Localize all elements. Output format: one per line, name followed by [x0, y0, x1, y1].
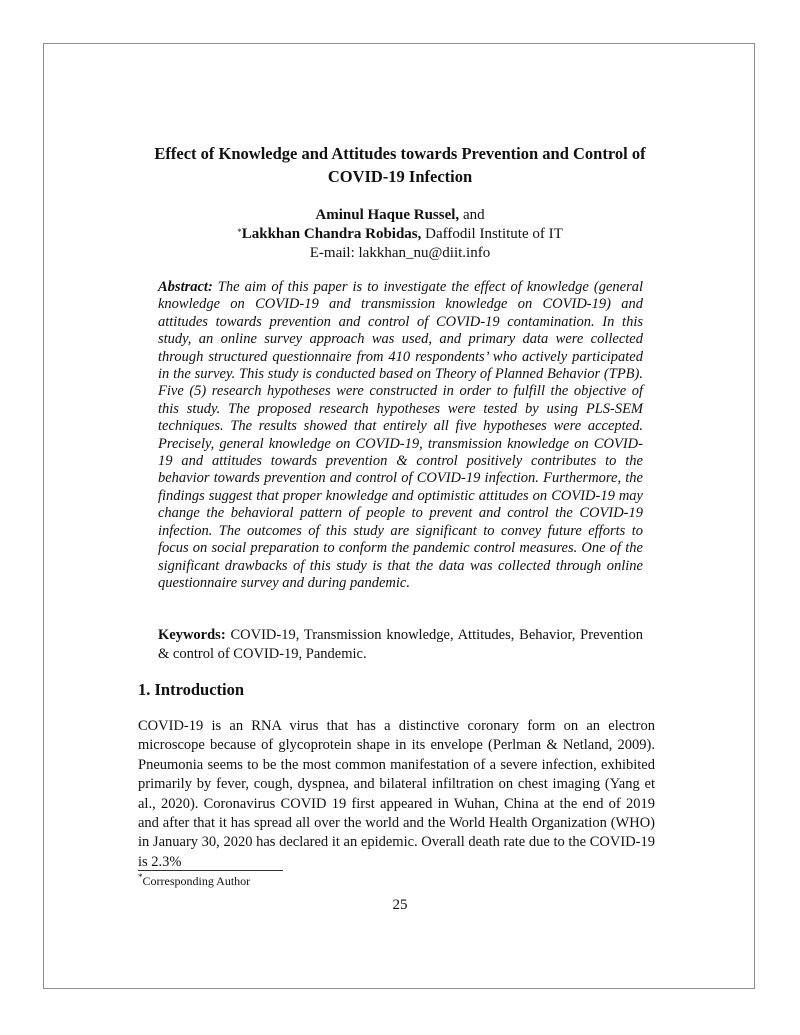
- title-line-2: COVID-19 Infection: [327, 167, 473, 186]
- title-line-1: Effect of Knowledge and Attitudes towards Prevention and Control of: [154, 144, 646, 163]
- abstract-text: The aim of this paper is to investigate the effect of knowledge (general knowledge on COVID-19 and transmission knowledge on COVID-19) and attitudes towards prevention and control of COVID-19 contamination. In this study, an online survey approach was used, and primary data were collected through structured questionnaire from 410 respondents’ who actively participated in the survey. This study is conducted based on Theory of Planned Behavior (TPB). Five (5) research hypotheses were constructed in order to fulfill the objective of this study. The proposed research hypotheses were tested by using PLS-SEM techniques. The results showed that entirely all five hypotheses were accepted. Precisely, general knowledge on COVID-19, transmission knowledge on COVID-19 and attitudes towards prevention & control positively contributes to the behavior towards prevention and control of COVID-19 infection. Furthermore, the findings suggest that proper knowledge and optimistic attitudes on COVID-19 may change the behavioral pattern of people to prevent and control the COVID-19 infection. The outcomes of this study are significant to convey future efforts to focus on social preparation to conform the pandemic control measures. One of the significant drawbacks of this study is that the data was collected through online questionnaire survey and during pandemic.: [158, 279, 643, 591]
- author-line-1: [150, 206, 650, 225]
- abstract-label: Abstract:: [158, 279, 213, 295]
- author-email: E-mail: lakkhan_nu@diit.info: [309, 245, 491, 261]
- author-2-name: Lakkhan Chandra Robidas,: [241, 226, 422, 242]
- keywords: [158, 626, 643, 663]
- footnote-mark: *: [138, 872, 143, 882]
- introduction-paragraph: COVID-19 is an RNA virus that has a distinctive coronary form on an electron microscope because of glycoprotein shape in its envelope (Perlman & Netland, 2009). Pneumonia seems to be the most common manifestation of a severe infection, exhibited primarily by fever, cough, dyspnea, and bilateral infiltration on chest imaging (Yang et al., 2020). Coronavirus COVID 19 first appeared in Wuhan, China at the end of 2019 and after that it has spread all over the world and the World Health Organization (WHO) in January 30, 2020 has declared it an epidemic. Overall death rate due to the COVID-19 is 2.3%: [138, 718, 655, 870]
- author-1-suffix: and: [459, 207, 485, 223]
- author-1-name: Aminul Haque Russel,: [315, 207, 460, 223]
- page-number: 25: [392, 897, 408, 913]
- paper-title: [110, 142, 690, 188]
- abstract: [158, 279, 643, 592]
- author-block: [150, 206, 650, 263]
- keywords-text: COVID-19, Transmission knowledge, Attitudes, Behavior, Prevention & control of COVID-19, Pandemic.: [158, 627, 643, 662]
- author-line-2: [150, 225, 650, 244]
- footnote-rule: [138, 870, 283, 871]
- footnote-text: Corresponding Author: [142, 874, 251, 888]
- footnote: [138, 874, 250, 889]
- keywords-label: Keywords:: [158, 627, 226, 643]
- author-2-affiliation: Daffodil Institute of IT: [421, 226, 563, 242]
- corresponding-mark: *: [237, 227, 242, 237]
- section-heading: 1. Introduction: [138, 680, 245, 699]
